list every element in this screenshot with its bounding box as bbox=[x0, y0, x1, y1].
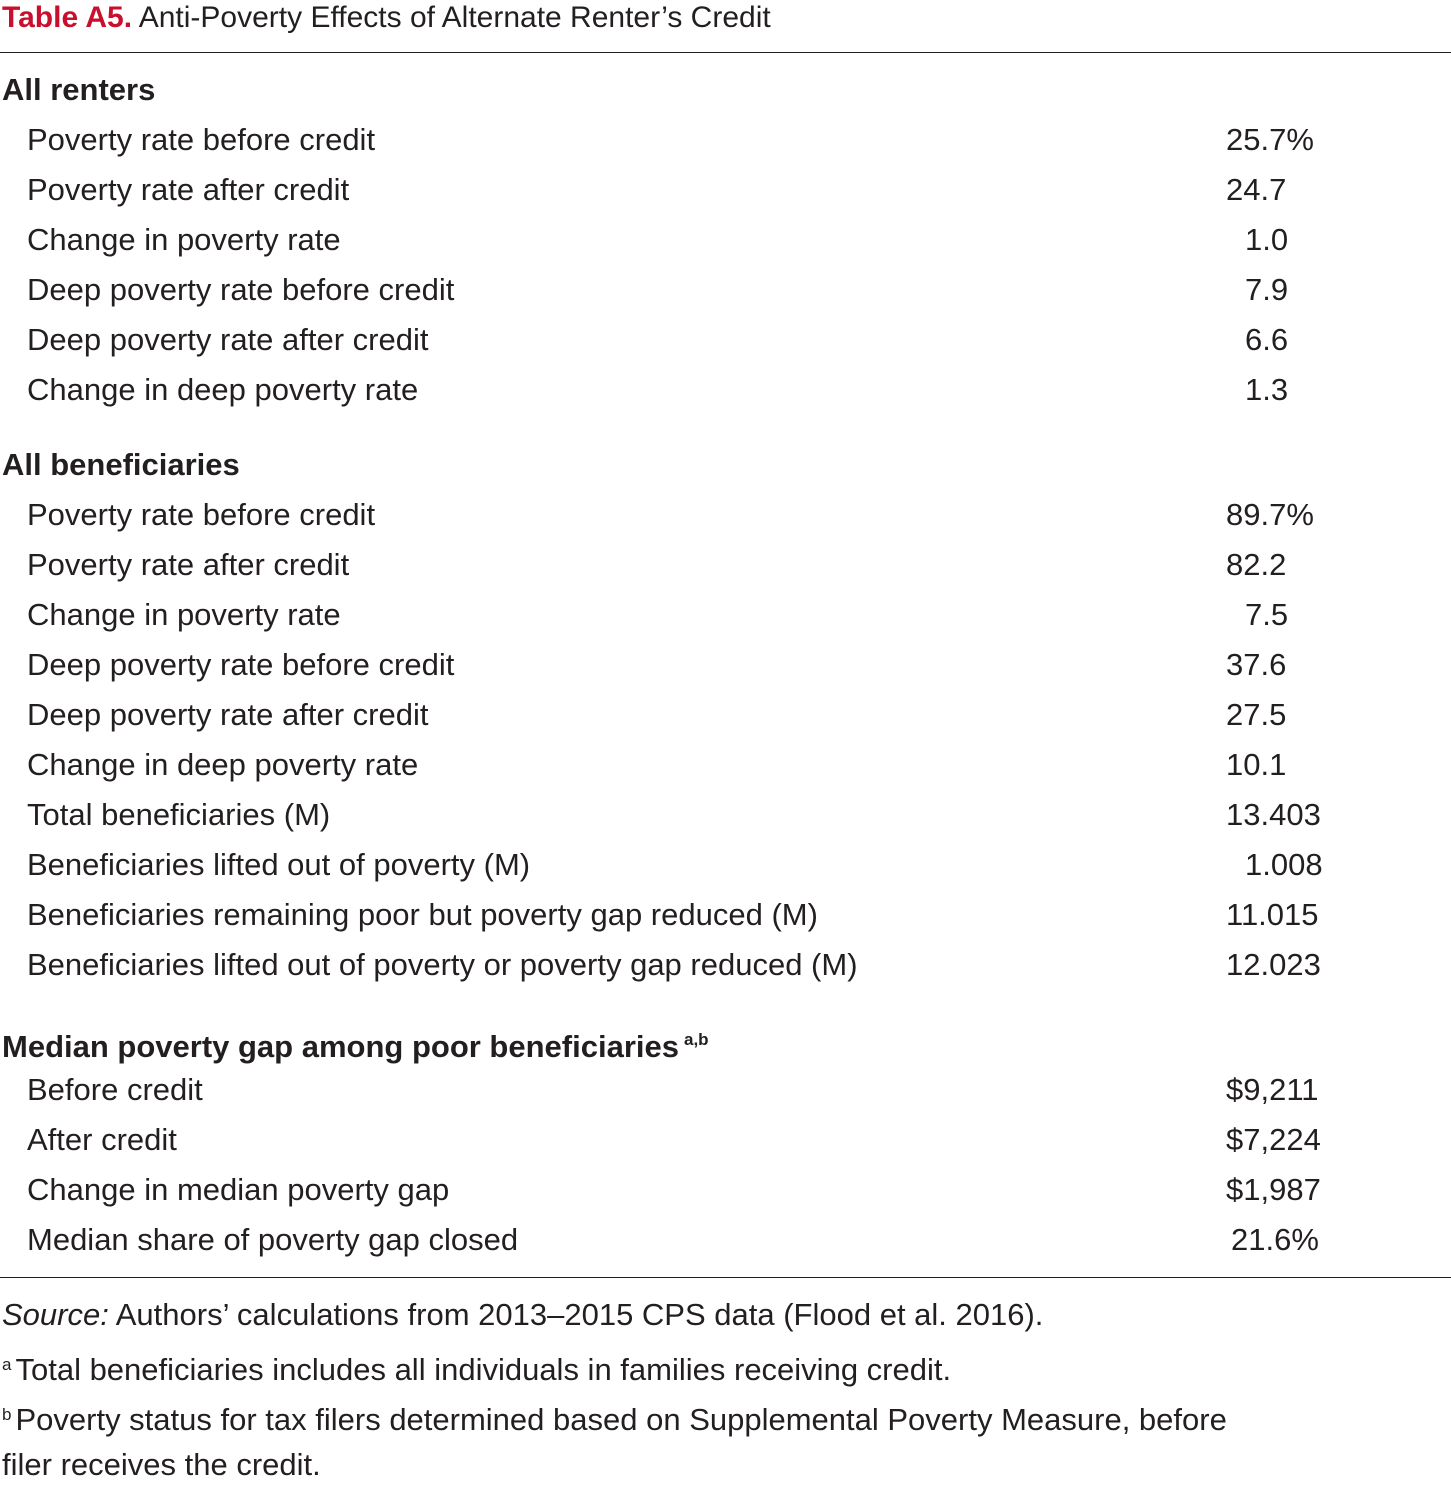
row-value: 12.023 bbox=[1226, 947, 1321, 982]
row-value: 25.7% bbox=[1226, 122, 1314, 157]
row-value: 21.6% bbox=[1231, 1222, 1319, 1257]
row-value: 82.2 bbox=[1226, 547, 1287, 582]
table-row bbox=[0, 368, 1451, 412]
row-label: Change in median poverty gap bbox=[27, 1172, 450, 1207]
row-value: 7.9 bbox=[1245, 272, 1289, 307]
table-row bbox=[0, 1118, 1451, 1162]
row-label: Deep poverty rate after credit bbox=[27, 322, 429, 357]
row-value: 27.5 bbox=[1226, 697, 1287, 732]
row-value: 11.015 bbox=[1226, 897, 1319, 932]
footnote-marker: a,b bbox=[683, 1030, 709, 1049]
table-row bbox=[0, 793, 1451, 837]
table-row bbox=[0, 943, 1451, 987]
row-label: Median share of poverty gap closed bbox=[27, 1222, 519, 1257]
row-value: 1.008 bbox=[1245, 847, 1323, 882]
row-value: 1.3 bbox=[1245, 372, 1289, 407]
table-row bbox=[0, 643, 1451, 687]
row-label: Poverty rate before credit bbox=[27, 497, 376, 532]
section-heading-text: Median poverty gap among poor beneficiaries bbox=[2, 1029, 679, 1064]
section-heading-median-poverty-gap bbox=[2, 1020, 709, 1064]
row-label: Deep poverty rate before credit bbox=[27, 647, 455, 682]
row-value: 10.1 bbox=[1226, 747, 1287, 782]
table-row bbox=[0, 318, 1451, 362]
footnote-b-continuation: filer receives the credit. bbox=[2, 1447, 321, 1482]
footnote-a-marker: a bbox=[2, 1355, 12, 1374]
table-row bbox=[0, 593, 1451, 637]
row-value: 13.403 bbox=[1226, 797, 1321, 832]
row-label: Change in poverty rate bbox=[27, 597, 341, 632]
table-row bbox=[0, 893, 1451, 937]
row-value: 1.0 bbox=[1245, 222, 1289, 257]
table-row bbox=[0, 543, 1451, 587]
table-row bbox=[0, 168, 1451, 212]
source-label: Source: bbox=[2, 1297, 109, 1332]
table-row bbox=[0, 493, 1451, 537]
table-row bbox=[0, 268, 1451, 312]
footnote-a bbox=[2, 1340, 951, 1395]
row-label: Total beneficiaries (M) bbox=[27, 797, 331, 832]
row-label: Beneficiaries lifted out of poverty or poverty gap reduced (M) bbox=[27, 947, 858, 982]
row-label: Beneficiaries remaining poor but poverty gap reduced (M) bbox=[27, 897, 818, 932]
footnote-b bbox=[2, 1390, 1227, 1445]
source-text: Authors’ calculations from 2013–2015 CPS data (Flood et al. 2016). bbox=[115, 1297, 1044, 1332]
row-value: $1,987 bbox=[1226, 1172, 1321, 1207]
table-row bbox=[0, 1168, 1451, 1212]
row-value: $7,224 bbox=[1226, 1122, 1321, 1157]
row-label: Before credit bbox=[27, 1072, 203, 1107]
row-label: Beneficiaries lifted out of poverty (M) bbox=[27, 847, 531, 882]
footnote-b-marker: b bbox=[2, 1405, 12, 1424]
section-heading-all-renters: All renters bbox=[2, 72, 156, 107]
table-row bbox=[0, 693, 1451, 737]
row-value: $9,211 bbox=[1226, 1072, 1319, 1107]
row-label: Poverty rate after credit bbox=[27, 547, 350, 582]
row-value: 24.7 bbox=[1226, 172, 1287, 207]
section-heading-all-beneficiaries: All beneficiaries bbox=[2, 447, 240, 482]
row-label: Deep poverty rate after credit bbox=[27, 697, 429, 732]
top-rule bbox=[0, 52, 1451, 53]
row-label: Change in deep poverty rate bbox=[27, 747, 419, 782]
row-value: 6.6 bbox=[1245, 322, 1289, 357]
footnote-a-text: Total beneficiaries includes all individuals in families receiving credit. bbox=[15, 1352, 952, 1387]
table-number: Table A5. bbox=[2, 1, 133, 34]
table-caption: Anti-Poverty Effects of Alternate Renter’s Credit bbox=[138, 1, 771, 34]
table-row bbox=[0, 1068, 1451, 1112]
row-value: 7.5 bbox=[1245, 597, 1289, 632]
row-label: Deep poverty rate before credit bbox=[27, 272, 455, 307]
source-note bbox=[2, 1290, 1043, 1340]
row-value: 89.7% bbox=[1226, 497, 1314, 532]
table-row bbox=[0, 743, 1451, 787]
row-label: Poverty rate after credit bbox=[27, 172, 350, 207]
row-label: Poverty rate before credit bbox=[27, 122, 376, 157]
row-label: Change in deep poverty rate bbox=[27, 372, 419, 407]
footnote-b-text: Poverty status for tax filers determined based on Supplemental Poverty Measure, before bbox=[15, 1402, 1227, 1437]
table-row bbox=[0, 1218, 1451, 1262]
bottom-rule bbox=[0, 1277, 1451, 1278]
table-title bbox=[2, 0, 771, 36]
table-row bbox=[0, 118, 1451, 162]
table-row bbox=[0, 843, 1451, 887]
table-row bbox=[0, 218, 1451, 262]
row-value: 37.6 bbox=[1226, 647, 1287, 682]
row-label: After credit bbox=[27, 1122, 177, 1157]
row-label: Change in poverty rate bbox=[27, 222, 341, 257]
